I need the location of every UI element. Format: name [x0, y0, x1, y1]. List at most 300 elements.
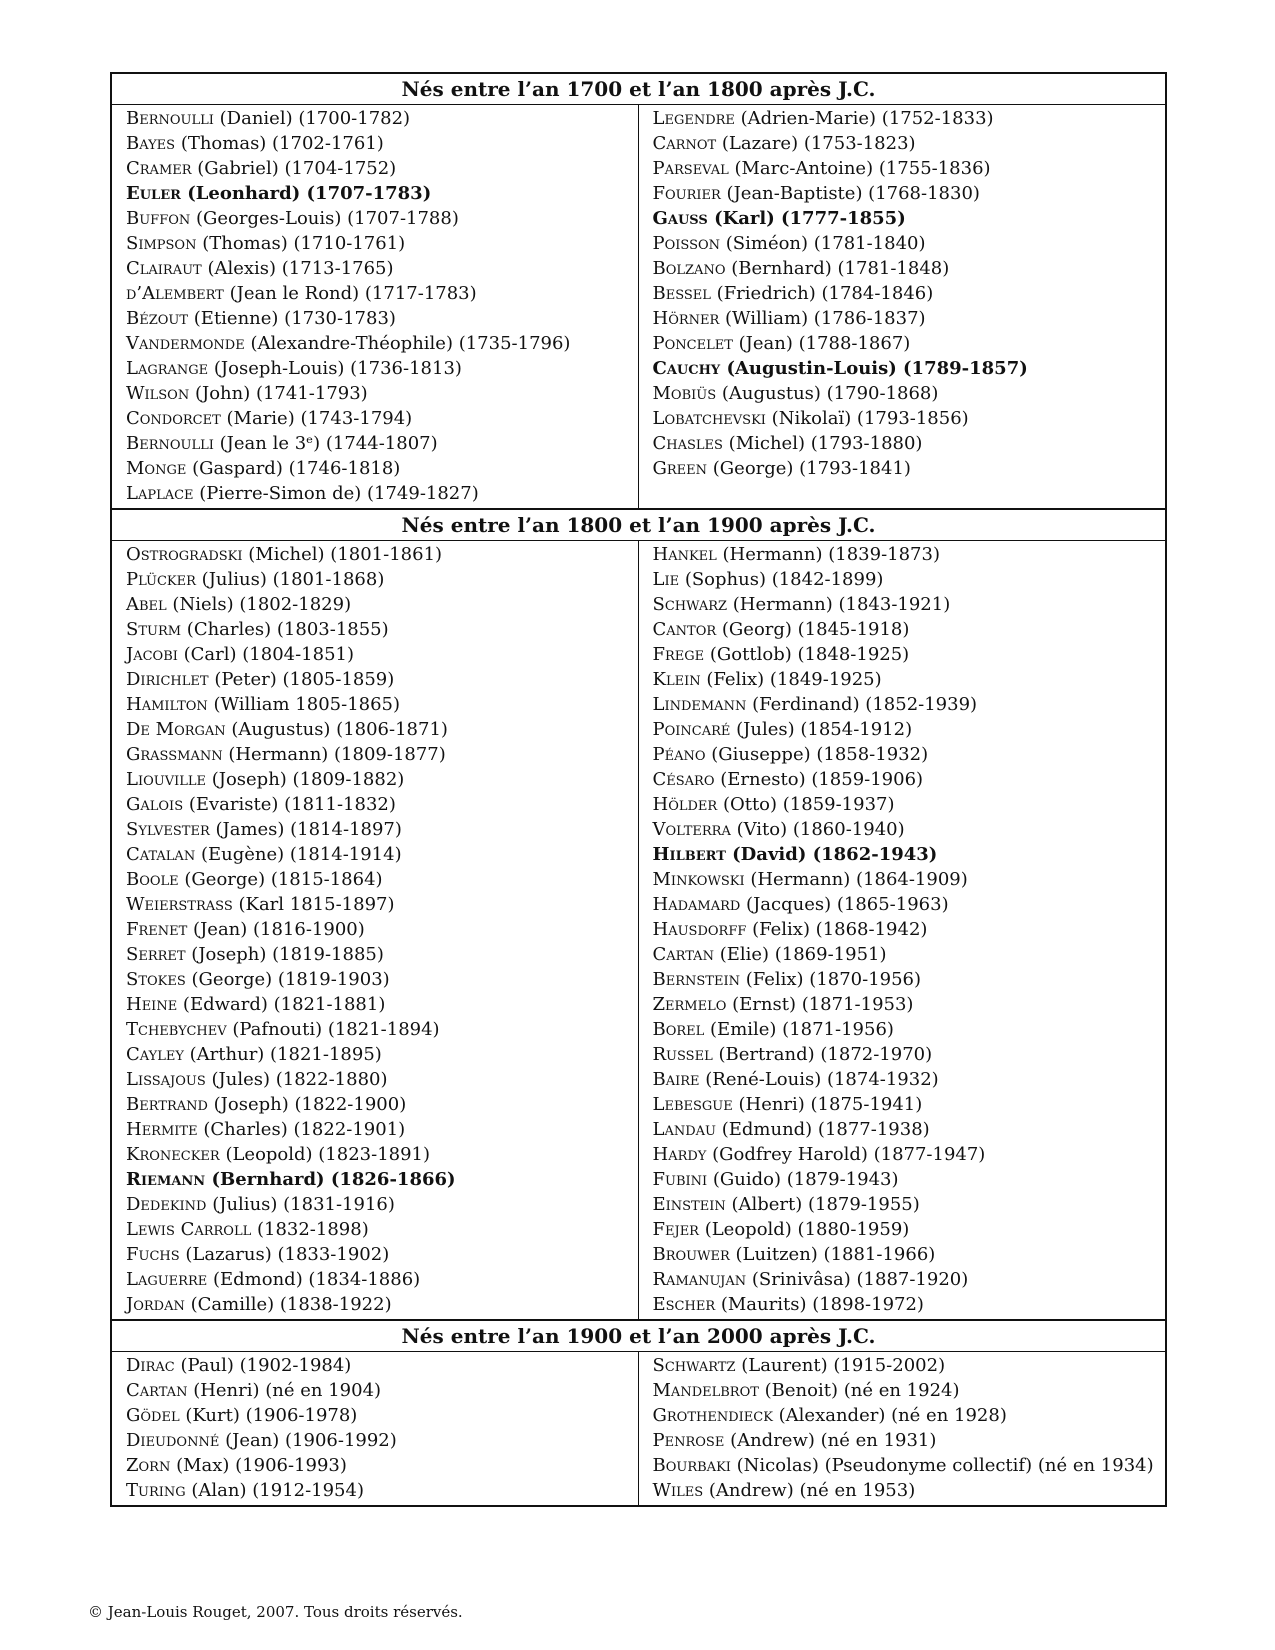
mathematician-details: (James) (1814-1897) — [215, 819, 402, 840]
mathematician-entry — [126, 1167, 638, 1192]
mathematician-details: (Evariste) (1811-1832) — [188, 794, 396, 815]
mathematician-entry — [653, 106, 1166, 131]
mathematician-details: (Emile) (1871-1956) — [710, 1019, 894, 1040]
mathematician-details: (Albert) (1879-1955) — [731, 1194, 920, 1215]
mathematician-entry — [653, 1192, 1166, 1217]
mathematician-entry — [126, 1117, 638, 1142]
mathematician-entry — [126, 717, 638, 742]
mathematician-details: (Edmund) (1877-1938) — [721, 1119, 930, 1140]
mathematician-entry — [653, 1453, 1166, 1478]
mathematician-name: Bernoulli — [126, 433, 214, 454]
mathematician-entry — [126, 1092, 638, 1117]
mathematician-name: Minkowski — [652, 869, 745, 890]
mathematician-name: Wiles — [652, 1480, 704, 1501]
mathematician-details: (Hermann) (1843-1921) — [732, 594, 951, 615]
mathematician-entry — [653, 356, 1166, 381]
mathematician-details: (Elie) (1869-1951) — [719, 944, 887, 965]
mathematician-details: (Nikolaï) (1793-1856) — [771, 408, 969, 429]
mathematician-details: (Srinivâsa) (1887-1920) — [751, 1269, 969, 1290]
mathematician-name: Bernstein — [652, 969, 740, 990]
mathematician-name: Lagrange — [126, 358, 209, 379]
mathematician-name: Lindemann — [652, 694, 747, 715]
mathematician-name: Brouwer — [652, 1244, 730, 1265]
mathematician-details: (Luitzen) (1881-1966) — [735, 1244, 936, 1265]
mathematician-name: Plücker — [126, 569, 196, 590]
mathematician-entry — [653, 406, 1166, 431]
mathematician-details: (Arthur) (1821-1895) — [189, 1044, 382, 1065]
mathematician-entry — [653, 642, 1166, 667]
mathematician-name: Hamilton — [126, 694, 208, 715]
mathematician-entry — [126, 1267, 638, 1292]
mathematician-details: (Maurits) (1898-1972) — [720, 1294, 924, 1315]
mathematician-details: (Eugène) (1814-1914) — [200, 844, 402, 865]
mathematician-entry — [653, 306, 1166, 331]
mathematician-entry — [126, 356, 638, 381]
mathematician-details: (Bernhard) (1826-1866) — [211, 1169, 456, 1190]
mathematician-entry — [653, 256, 1166, 281]
mathematician-entry — [126, 542, 638, 567]
mathematician-name: Cantor — [652, 619, 717, 640]
mathematician-details: (Edward) (1821-1881) — [182, 994, 386, 1015]
mathematician-details: (Hermann) (1809-1877) — [228, 744, 446, 765]
mathematician-name: Hilbert — [652, 844, 726, 865]
mathematician-details: (Niels) (1802-1829) — [172, 594, 352, 615]
mathematician-name: Simpson — [126, 233, 197, 254]
mathematician-name: Borel — [652, 1019, 705, 1040]
mathematician-details: (Carl) (1804-1851) — [183, 644, 355, 665]
mathematician-details: (Vito) (1860-1940) — [736, 819, 905, 840]
mathematician-name: Escher — [652, 1294, 716, 1315]
mathematician-details: (Augustus) (1806-1871) — [231, 719, 448, 740]
mathematician-details: (Hermann) (1864-1909) — [750, 869, 968, 890]
mathematician-details: (Felix) (1849-1925) — [706, 669, 882, 690]
mathematician-name: d’Alembert — [126, 283, 224, 304]
mathematician-entry — [653, 992, 1166, 1017]
mathematician-details: (Jean le Rond) (1717-1783) — [229, 283, 477, 304]
mathematician-entry — [653, 567, 1166, 592]
mathematician-entry — [126, 917, 638, 942]
mathematician-name: Fourier — [652, 183, 721, 204]
mathematician-name: Gauss — [652, 208, 708, 229]
mathematician-entry — [126, 1142, 638, 1167]
mathematician-name: Mandelbrot — [652, 1380, 759, 1401]
mathematician-entry — [126, 617, 638, 642]
mathematician-entry — [126, 181, 638, 206]
mathematician-name: Condorcet — [126, 408, 221, 429]
mathematician-details: (Ferdinand) (1852-1939) — [752, 694, 978, 715]
mathematician-name: Dedekind — [126, 1194, 207, 1215]
mathematician-entry — [653, 717, 1166, 742]
mathematician-details: (Augustin-Louis) (1789-1857) — [726, 358, 1028, 379]
mathematician-name: Liouville — [126, 769, 206, 790]
mathematician-name: Lebesgue — [652, 1094, 733, 1115]
mathematician-entry — [126, 1478, 638, 1503]
mathematician-entry — [126, 992, 638, 1017]
mathematician-name: Carnot — [652, 133, 717, 154]
mathematician-name: Hausdorff — [652, 919, 747, 940]
mathematician-details: (Jean) (1788-1867) — [738, 333, 911, 354]
mathematician-details: (George) (1815-1864) — [184, 869, 383, 890]
mathematician-name: Einstein — [652, 1194, 726, 1215]
mathematician-entry — [126, 817, 638, 842]
mathematician-details: (Daniel) (1700-1782) — [219, 108, 411, 129]
mathematician-entry — [126, 692, 638, 717]
mathematician-entry — [653, 592, 1166, 617]
mathematician-details: (Edmond) (1834-1886) — [212, 1269, 421, 1290]
mathematician-name: Abel — [126, 594, 167, 615]
section-1700-1800 — [112, 74, 1165, 508]
mathematician-details: (Joseph) (1822-1900) — [213, 1094, 407, 1115]
mathematician-name: Monge — [126, 458, 187, 479]
mathematician-name: Tchebychev — [126, 1019, 227, 1040]
mathematician-details: (Pafnouti) (1821-1894) — [232, 1019, 440, 1040]
mathematician-entry — [653, 667, 1166, 692]
mathematician-details: (Georg) (1845-1918) — [721, 619, 910, 640]
mathematician-entry — [126, 381, 638, 406]
mathematician-entry — [653, 156, 1166, 181]
mathematician-details: (Alexander) (né en 1928) — [778, 1405, 1007, 1426]
mathematician-details: (Lazare) (1753-1823) — [721, 133, 916, 154]
mathematician-name: Césaro — [652, 769, 715, 790]
mathematician-details: (Bernhard) (1781-1848) — [731, 258, 950, 279]
mathematician-name: Grassmann — [126, 744, 223, 765]
mathematician-name: Sturm — [126, 619, 182, 640]
mathematician-name: Mobiüs — [652, 383, 717, 404]
mathematician-details: (Jacques) (1865-1963) — [746, 894, 949, 915]
mathematician-entry — [653, 1267, 1166, 1292]
mathematician-entry — [653, 542, 1166, 567]
mathematician-entry — [126, 456, 638, 481]
mathematician-details: (Camille) (1838-1922) — [190, 1294, 392, 1315]
mathematician-details: (George) (1793-1841) — [712, 458, 911, 479]
mathematician-name: Jacobi — [126, 644, 178, 665]
mathematician-entry — [126, 1042, 638, 1067]
mathematician-details: (Otto) (1859-1937) — [722, 794, 895, 815]
mathematician-details: (Alan) (1912-1954) — [191, 1480, 364, 1501]
mathematician-details: (William) (1786-1837) — [725, 308, 926, 329]
mathematician-details: (Benoit) (né en 1924) — [764, 1380, 960, 1401]
mathematician-entry — [126, 131, 638, 156]
mathematician-name: Lissajous — [126, 1069, 206, 1090]
mathematician-details: (Nicolas) (Pseudonyme collectif) (né en 1934) — [736, 1455, 1154, 1476]
mathematician-details: (Sophus) (1842-1899) — [684, 569, 884, 590]
left-column — [112, 541, 639, 1319]
mathematician-entry — [653, 1478, 1166, 1503]
mathematician-entry — [653, 1092, 1166, 1117]
mathematician-details: (Jean) (1816-1900) — [193, 919, 365, 940]
mathematician-name: Legendre — [652, 108, 735, 129]
section-title: Nés entre l’an 1700 et l’an 1800 après J.C. — [112, 74, 1165, 105]
mathematician-name: Hölder — [652, 794, 718, 815]
mathematician-name: Cayley — [126, 1044, 184, 1065]
mathematician-name: Hörner — [652, 308, 720, 329]
mathematician-entry — [653, 1353, 1166, 1378]
mathematician-name: Fuchs — [126, 1244, 180, 1265]
mathematician-entry — [653, 892, 1166, 917]
mathematician-name: Grothendieck — [652, 1405, 773, 1426]
section-1900-2000 — [112, 1319, 1165, 1505]
mathematician-entry — [653, 181, 1166, 206]
mathematician-name: Bessel — [652, 283, 711, 304]
mathematician-details: (Michel) (1793-1880) — [728, 433, 923, 454]
mathematician-details: (Leonhard) (1707-1783) — [187, 183, 432, 204]
mathematician-name: Poincaré — [652, 719, 731, 740]
mathematician-name: Bayes — [126, 133, 176, 154]
mathematician-details: (Jules) (1854-1912) — [736, 719, 913, 740]
mathematician-details: (Gabriel) (1704-1752) — [197, 158, 397, 179]
mathematician-details: (Thomas) (1710-1761) — [202, 233, 406, 254]
mathematician-details: (Ernesto) (1859-1906) — [720, 769, 924, 790]
mathematician-entry — [126, 1353, 638, 1378]
mathematician-name: Péano — [652, 744, 706, 765]
mathematician-details: (Friedrich) (1784-1846) — [716, 283, 934, 304]
mathematician-name: Bourbaki — [652, 1455, 731, 1476]
mathematician-entry — [653, 1217, 1166, 1242]
mathematician-entry — [653, 942, 1166, 967]
mathematician-details: (Karl 1815-1897) — [238, 894, 395, 915]
mathematician-entry — [126, 642, 638, 667]
mathematician-name: Penrose — [652, 1430, 725, 1451]
mathematician-details: (Augustus) (1790-1868) — [721, 383, 939, 404]
mathematician-details: (Hermann) (1839-1873) — [722, 544, 940, 565]
mathematician-details: (René-Louis) (1874-1932) — [705, 1069, 939, 1090]
mathematician-details: (Marie) (1743-1794) — [226, 408, 413, 429]
mathematician-details: (Henri) (1875-1941) — [738, 1094, 923, 1115]
mathematician-details: (Etienne) (1730-1783) — [193, 308, 396, 329]
mathematician-entry — [126, 567, 638, 592]
mathematician-name: Boole — [126, 869, 179, 890]
mathematician-details: (Andrew) (né en 1953) — [708, 1480, 916, 1501]
mathematician-entry — [126, 667, 638, 692]
mathematician-name: Hadamard — [652, 894, 741, 915]
mathematician-name: Galois — [126, 794, 184, 815]
mathematician-details: (Laurent) (1915-2002) — [741, 1355, 946, 1376]
mathematician-entry — [126, 481, 638, 506]
mathematician-entry — [653, 917, 1166, 942]
section-1800-1900 — [112, 508, 1165, 1319]
mathematician-details: (Joseph) (1809-1882) — [211, 769, 405, 790]
mathematician-entry — [126, 106, 638, 131]
mathematician-entry — [653, 331, 1166, 356]
mathematician-details: (Guido) (1879-1943) — [712, 1169, 899, 1190]
mathematician-entry — [126, 842, 638, 867]
mathematician-details: (Charles) (1822-1901) — [203, 1119, 406, 1140]
mathematician-entry — [653, 742, 1166, 767]
mathematician-details: (Lazarus) (1833-1902) — [185, 1244, 390, 1265]
mathematician-entry — [126, 867, 638, 892]
mathematician-name: Chasles — [652, 433, 723, 454]
mathematician-details: (Julius) (1801-1868) — [201, 569, 385, 590]
mathematicians-table — [110, 72, 1167, 1507]
mathematician-name: Hardy — [652, 1144, 707, 1165]
mathematician-details: (George) (1819-1903) — [191, 969, 390, 990]
mathematician-entry — [653, 867, 1166, 892]
mathematician-name: Dieudonné — [126, 1430, 220, 1451]
mathematician-entry — [126, 967, 638, 992]
mathematician-entry — [126, 331, 638, 356]
mathematician-details: (Godfrey Harold) (1877-1947) — [712, 1144, 986, 1165]
mathematician-entry — [653, 692, 1166, 717]
mathematician-details: (Siméon) (1781-1840) — [725, 233, 926, 254]
mathematician-entry — [126, 1453, 638, 1478]
mathematician-details: (John) (1741-1793) — [194, 383, 368, 404]
mathematician-entry — [126, 256, 638, 281]
left-column — [112, 105, 639, 508]
mathematician-name: Buffon — [126, 208, 191, 229]
mathematician-details: (Giuseppe) (1858-1932) — [711, 744, 929, 765]
mathematician-entry — [653, 967, 1166, 992]
mathematician-name: Sylvester — [126, 819, 210, 840]
mathematician-entry — [126, 206, 638, 231]
mathematician-entry — [653, 1017, 1166, 1042]
mathematician-entry — [653, 431, 1166, 456]
mathematician-details: (Max) (1906-1993) — [176, 1455, 347, 1476]
mathematician-name: Fejer — [652, 1219, 699, 1240]
mathematician-entry — [653, 206, 1166, 231]
mathematician-details: (Paul) (1902-1984) — [180, 1355, 352, 1376]
mathematician-name: Jordan — [126, 1294, 185, 1315]
mathematician-name: Parseval — [652, 158, 729, 179]
mathematician-entry — [126, 1242, 638, 1267]
mathematician-entry — [126, 1192, 638, 1217]
mathematician-name: Hankel — [652, 544, 717, 565]
mathematician-name: Russel — [652, 1044, 713, 1065]
mathematician-entry — [126, 1403, 638, 1428]
mathematician-details: (Adrien-Marie) (1752-1833) — [740, 108, 994, 129]
mathematician-entry — [126, 1428, 638, 1453]
mathematician-entry — [653, 1428, 1166, 1453]
mathematician-entry — [653, 1117, 1166, 1142]
mathematician-name: Poisson — [652, 233, 721, 254]
mathematician-details: (Julius) (1831-1916) — [212, 1194, 395, 1215]
mathematician-details: (Bertrand) (1872-1970) — [718, 1044, 933, 1065]
mathematician-entry — [126, 431, 638, 456]
mathematician-entry — [653, 1042, 1166, 1067]
mathematician-details: (Gaspard) (1746-1818) — [192, 458, 401, 479]
section-title: Nés entre l’an 1900 et l’an 2000 après J.C. — [112, 1319, 1165, 1352]
mathematician-details: (Leopold) (1823-1891) — [225, 1144, 431, 1165]
mathematician-name: Volterra — [652, 819, 731, 840]
mathematician-name: Bolzano — [652, 258, 726, 279]
mathematician-entry — [653, 1403, 1166, 1428]
mathematician-entry — [126, 892, 638, 917]
mathematician-details: (Gottlob) (1848-1925) — [709, 644, 910, 665]
mathematician-details: (Felix) (1870-1956) — [745, 969, 922, 990]
mathematician-entry — [126, 1292, 638, 1317]
mathematician-entry — [653, 456, 1166, 481]
mathematician-name: Ostrogradski — [126, 544, 243, 565]
mathematician-name: Fubini — [652, 1169, 708, 1190]
mathematician-entry — [126, 767, 638, 792]
mathematician-entry — [653, 817, 1166, 842]
mathematician-entry — [126, 156, 638, 181]
mathematician-name: Dirac — [126, 1355, 175, 1376]
mathematician-name: Frenet — [126, 919, 188, 940]
mathematician-entry — [653, 1067, 1166, 1092]
mathematician-name: Heine — [126, 994, 178, 1015]
mathematician-details: (Charles) (1803-1855) — [186, 619, 389, 640]
mathematician-name: Laplace — [126, 483, 194, 504]
mathematician-name: Weierstrass — [126, 894, 233, 915]
mathematician-name: Lewis Carroll — [126, 1219, 252, 1240]
mathematician-name: Lobatchevski — [652, 408, 766, 429]
mathematician-details: (Ernst) (1871-1953) — [732, 994, 914, 1015]
mathematician-name: Euler — [126, 183, 181, 204]
mathematician-entry — [126, 792, 638, 817]
mathematician-entry — [653, 792, 1166, 817]
mathematician-name: Bernoulli — [126, 108, 214, 129]
mathematician-entry — [126, 1017, 638, 1042]
mathematician-details: (Henri) (né en 1904) — [193, 1380, 382, 1401]
mathematician-details: (Jules) (1822-1880) — [211, 1069, 388, 1090]
left-column — [112, 1352, 639, 1505]
mathematician-name: Ramanujan — [652, 1269, 747, 1290]
mathematician-entry — [126, 406, 638, 431]
mathematician-name: Kronecker — [126, 1144, 220, 1165]
mathematician-name: Serret — [126, 944, 186, 965]
mathematician-entry — [126, 1378, 638, 1403]
mathematician-details: (Jean-Baptiste) (1768-1830) — [726, 183, 980, 204]
mathematician-name: Green — [652, 458, 708, 479]
mathematician-name: Schwarz — [652, 594, 728, 615]
mathematician-entry — [653, 1242, 1166, 1267]
mathematician-name: Turing — [126, 1480, 186, 1501]
mathematician-name: Cramer — [126, 158, 192, 179]
mathematician-entry — [126, 592, 638, 617]
mathematician-name: Klein — [652, 669, 701, 690]
mathematician-entry — [653, 1167, 1166, 1192]
mathematician-details: (Michel) (1801-1861) — [248, 544, 443, 565]
mathematician-name: Zorn — [126, 1455, 171, 1476]
right-column — [639, 105, 1166, 508]
mathematician-details: (Peter) (1805-1859) — [214, 669, 395, 690]
mathematician-details: (Andrew) (né en 1931) — [730, 1430, 937, 1451]
mathematician-name: Stokes — [126, 969, 186, 990]
mathematician-details: (Joseph) (1819-1885) — [191, 944, 384, 965]
mathematician-details: (Felix) (1868-1942) — [752, 919, 928, 940]
mathematician-entry — [126, 1067, 638, 1092]
mathematician-entry — [653, 131, 1166, 156]
mathematician-entry — [653, 281, 1166, 306]
mathematician-entry — [653, 617, 1166, 642]
mathematician-name: Zermelo — [652, 994, 727, 1015]
mathematician-name: Catalan — [126, 844, 196, 865]
mathematician-name: Hermite — [126, 1119, 198, 1140]
mathematician-details: (Georges-Louis) (1707-1788) — [196, 208, 459, 229]
mathematician-entry — [653, 1292, 1166, 1317]
mathematician-details: (William 1805-1865) — [213, 694, 401, 715]
mathematician-name: Landau — [652, 1119, 716, 1140]
mathematician-name: Baire — [652, 1069, 700, 1090]
mathematician-entry — [126, 281, 638, 306]
mathematician-name: Vandermonde — [126, 333, 245, 354]
mathematician-entry — [653, 1142, 1166, 1167]
mathematician-details: (Alexandre-Théophile) (1735-1796) — [250, 333, 571, 354]
mathematician-details: (Thomas) (1702-1761) — [180, 133, 384, 154]
mathematician-details: (David) (1862-1943) — [732, 844, 938, 865]
mathematician-entry — [126, 306, 638, 331]
mathematician-entry — [653, 231, 1166, 256]
mathematician-details: (Pierre-Simon de) (1749-1827) — [199, 483, 479, 504]
mathematician-entry — [653, 1378, 1166, 1403]
mathematician-name: Clairaut — [126, 258, 202, 279]
mathematician-name: Poncelet — [652, 333, 733, 354]
copyright-footer: © Jean-Louis Rouget, 2007. Tous droits réservés. — [88, 1603, 463, 1621]
mathematician-details: (Alexis) (1713-1765) — [207, 258, 394, 279]
mathematician-details: (Leopold) (1880-1959) — [704, 1219, 910, 1240]
mathematician-details: (Karl) (1777-1855) — [714, 208, 906, 229]
mathematician-details: (Jean) (1906-1992) — [225, 1430, 397, 1451]
